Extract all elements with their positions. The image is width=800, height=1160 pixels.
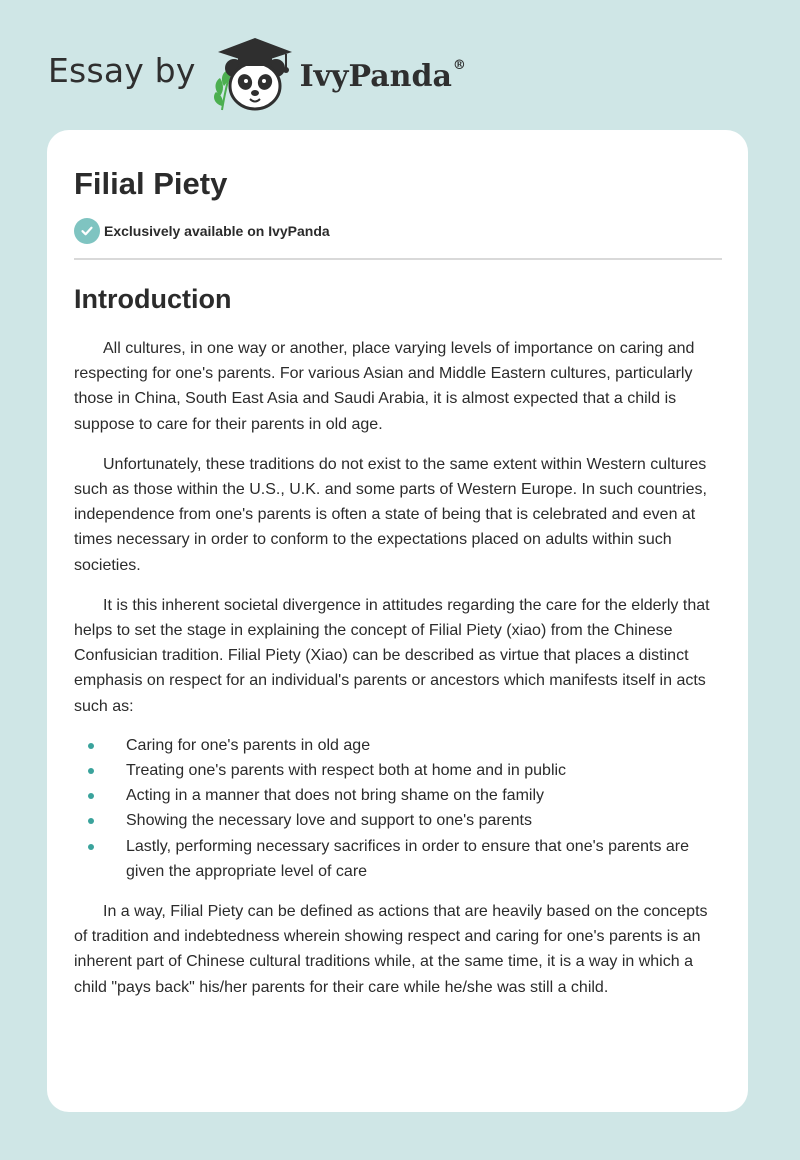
brand-text: IvyPanda: [299, 58, 452, 94]
bullet-icon: [88, 818, 94, 824]
list-item: [74, 783, 722, 808]
bullet-icon: [88, 844, 94, 850]
list-item: [74, 733, 722, 758]
list-item: [74, 758, 722, 783]
list-item: [74, 808, 722, 833]
list-item-text: Treating one's parents with respect both at home and in public: [126, 762, 567, 780]
divider: [74, 258, 722, 260]
registered-mark: ®: [452, 57, 466, 73]
paragraph-4: In a way, Filial Piety can be defined as actions that are heavily based on the concepts of tradition and indebtedness wherein showing respect and caring for one's parents is an inherent part of Chinese cultural traditions while, at the same time, it is a way in which a child "pays back" his/her parents for their care while he/she was still a child.: [74, 903, 708, 996]
list-item: [74, 834, 722, 884]
checkmark-icon: [74, 218, 100, 244]
panda-graduate-logo-icon[interactable]: [210, 34, 296, 114]
paragraph-1: All cultures, in one way or another, place varying levels of importance on caring and respecting for one's parents. For various Asian and Middle Eastern cultures, particularly those in China, South East Asia and Saudi Arabia, it is almost expected that a child is suppose to care for their parents in old age.: [74, 340, 695, 433]
acts-bullet-list: [74, 733, 722, 884]
list-item-text: Caring for one's parents in old age: [126, 736, 371, 754]
paragraph-2: Unfortunately, these traditions do not exist to the same extent within Western cultures such as those within the U.S., U.K. and some parts of Western Europe. In such countries, independence from one's parents is often a state of being that is celebrated and even at times necessary in order to conform to the expectations placed on adults within such societies.: [74, 455, 707, 574]
list-item-text: Showing the necessary love and support to one's parents: [126, 812, 532, 830]
ivypanda-brand-name[interactable]: [300, 59, 466, 94]
bullet-icon: [88, 743, 94, 749]
list-item-text: Acting in a manner that does not bring shame on the family: [126, 787, 545, 805]
essay-card: [47, 130, 748, 1112]
bullet-icon: [88, 768, 94, 774]
list-item-text: Lastly, performing necessary sacrifices in order to ensure that one's parents are given the appropriate level of care: [126, 837, 690, 880]
exclusive-badge: [74, 218, 722, 244]
essay-by-label: Essay by: [48, 50, 196, 90]
exclusive-label: Exclusively available on IvyPanda: [104, 223, 330, 239]
page-title: Filial Piety: [74, 166, 228, 201]
section-heading-introduction: Introduction: [74, 284, 232, 314]
bullet-icon: [88, 793, 94, 799]
paragraph-3: It is this inherent societal divergence in attitudes regarding the care for the elderly that helps to set the stage in explaining the concept of Filial Piety (xiao) from the Chinese Confusician tradition. Filial Piety (Xiao) can be described as virtue that places a distinct emphasis on respect for an individual's parents or ancestors which manifests itself in acts such as:: [74, 596, 710, 715]
site-header: [48, 34, 466, 114]
